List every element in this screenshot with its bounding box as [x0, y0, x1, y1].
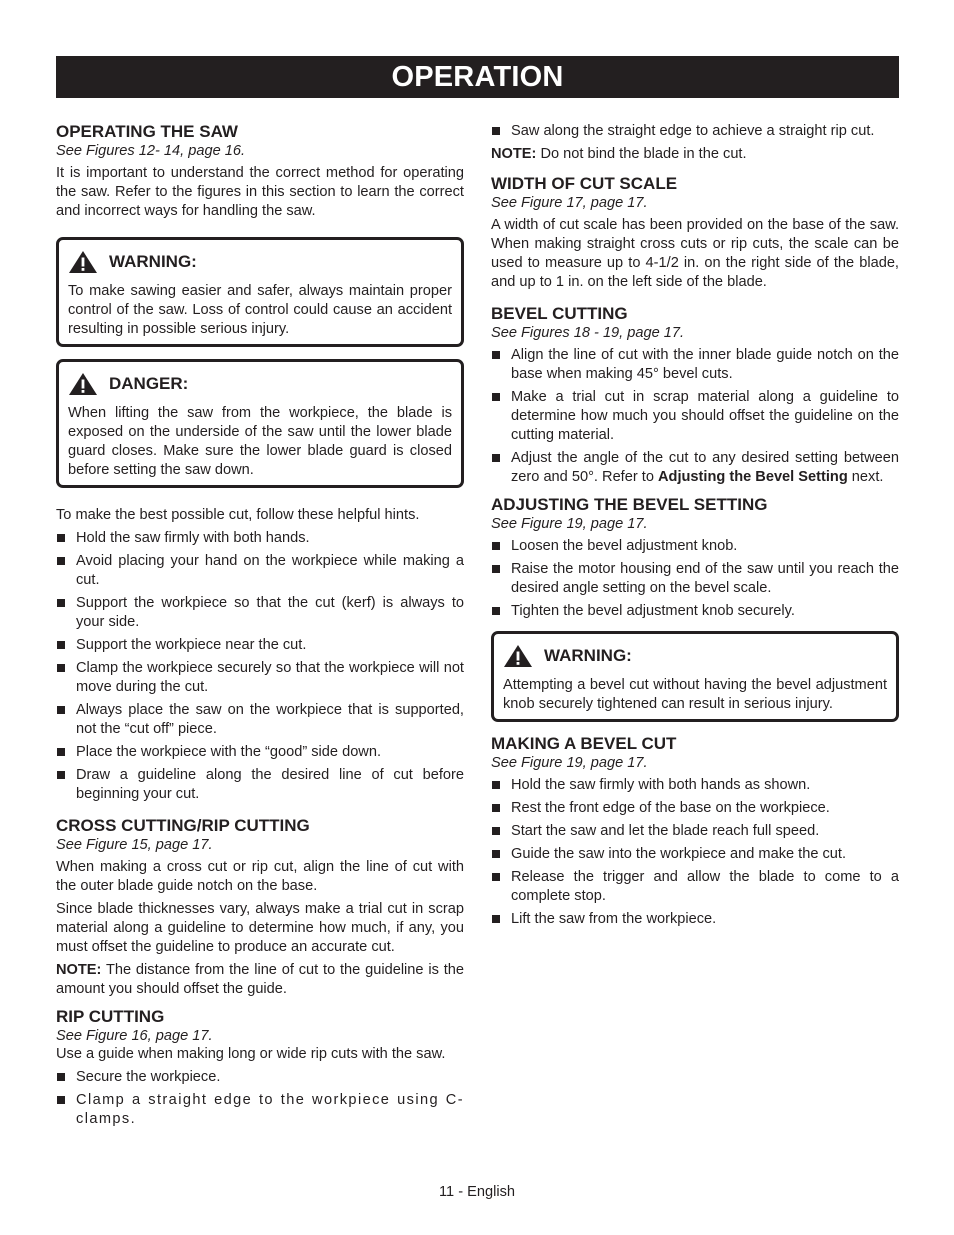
- list-item: Align the line of cut with the inner blade guide notch on the base when making 45° bevel cuts.: [491, 346, 899, 384]
- list-item: Avoid placing your hand on the workpiece while making a cut.: [56, 552, 464, 590]
- page-title-banner: OPERATION: [56, 56, 899, 98]
- note-paragraph: [56, 961, 464, 999]
- paragraph: It is important to understand the correct method for operating the saw. Refer to the figures in this section to learn the correct and incorrect ways for handling the saw.: [56, 165, 464, 219]
- list-item: Support the workpiece so that the cut (kerf) is always to your side.: [56, 594, 464, 632]
- list-item: Always place the saw on the workpiece that is supported, not the “cut off” piece.: [56, 701, 464, 739]
- list-item: [491, 449, 899, 487]
- warning-text: To make sawing easier and safer, always maintain proper control of the saw. Loss of control could cause an accident resulting in possible serious injury.: [68, 283, 452, 337]
- danger-text: When lifting the saw from the workpiece, the blade is exposed on the underside of the saw until the lower blade guard closes. Make sure the lower blade guard is closed before setting the saw down.: [68, 405, 452, 478]
- section-heading-rip-cutting: RIP CUTTING: [56, 1007, 165, 1026]
- making-list: [491, 776, 899, 929]
- list-item: Clamp the workpiece securely so that the workpiece will not move during the cut.: [56, 659, 464, 697]
- left-column: [56, 122, 464, 1133]
- figure-reference: See Figure 19, page 17.: [491, 516, 648, 532]
- warning-triangle-icon: [68, 372, 98, 396]
- rip-continued-list: [491, 122, 899, 141]
- list-item: Start the saw and let the blade reach full speed.: [491, 822, 899, 841]
- warning-header: [503, 644, 887, 668]
- section-heading-making-bevel-cut: MAKING A BEVEL CUT: [491, 734, 677, 753]
- list-item: Loosen the bevel adjustment knob.: [491, 537, 899, 556]
- list-item: Hold the saw firmly with both hands as shown.: [491, 776, 899, 795]
- note-text: Do not bind the blade in the cut.: [536, 146, 747, 162]
- list-item-text: Adjust the angle of the cut to any desired setting between zero and 50°. Refer to: [511, 450, 899, 485]
- note-paragraph: [491, 145, 899, 164]
- adjust-list: [491, 537, 899, 621]
- danger-header: [68, 372, 452, 396]
- warning-triangle-icon: [68, 250, 98, 274]
- warning-box: [491, 631, 899, 722]
- list-item: Support the workpiece near the cut.: [56, 636, 464, 655]
- list-item: Guide the saw into the workpiece and make the cut.: [491, 845, 899, 864]
- list-item: Release the trigger and allow the blade to come to a complete stop.: [491, 868, 899, 906]
- list-item: Lift the saw from the workpiece.: [491, 910, 899, 929]
- list-item: Draw a guideline along the desired line of cut before beginning your cut.: [56, 766, 464, 804]
- list-item: Place the workpiece with the “good” side down.: [56, 743, 464, 762]
- section-heading-bevel-cutting: BEVEL CUTTING: [491, 304, 628, 323]
- page-footer: 11 - English: [439, 1184, 515, 1200]
- paragraph: Use a guide when making long or wide rip cuts with the saw.: [56, 1046, 446, 1062]
- list-item: Make a trial cut in scrap material along a guideline to determine how much you should offset the guideline on the cutting material.: [491, 388, 899, 445]
- warning-title: WARNING:: [544, 646, 632, 665]
- paragraph: When making a cross cut or rip cut, align the line of cut with the outer blade guide notch on the base.: [56, 859, 464, 894]
- note-label: NOTE:: [491, 146, 537, 162]
- warning-header: [68, 250, 452, 274]
- figure-reference: See Figures 12- 14, page 16.: [56, 143, 246, 159]
- danger-box: [56, 359, 464, 488]
- danger-title: DANGER:: [109, 374, 189, 393]
- figure-reference: See Figures 18 - 19, page 17.: [491, 325, 685, 341]
- paragraph: A width of cut scale has been provided on the base of the saw. When making straight cross cuts or rip cuts, the scale can be used to measure up to 4-1/2 in. on the right side of the blade, and up to 1 in. on the left side of the blade.: [491, 217, 899, 290]
- section-heading-width-of-cut: WIDTH OF CUT SCALE: [491, 174, 678, 193]
- figure-reference: See Figure 15, page 17.: [56, 837, 213, 853]
- hints-intro: To make the best possible cut, follow these helpful hints.: [56, 507, 420, 523]
- list-item: Clamp a straight edge to the workpiece using C-clamps.: [56, 1091, 464, 1129]
- right-column: [491, 122, 899, 933]
- section-heading-cross-cutting: CROSS CUTTING/RIP CUTTING: [56, 816, 310, 835]
- warning-text: Attempting a bevel cut without having the bevel adjustment knob securely tightened can result in serious injury.: [503, 677, 887, 712]
- paragraph: Since blade thicknesses vary, always make a trial cut in scrap material along a guideline to determine how much, if any, you must offset the guideline to produce an accurate cut.: [56, 901, 464, 955]
- warning-box: [56, 237, 464, 347]
- figure-reference: See Figure 19, page 17.: [491, 755, 648, 771]
- note-text: The distance from the line of cut to the guideline is the amount you should offset the guide.: [56, 962, 464, 997]
- list-item: Saw along the straight edge to achieve a straight rip cut.: [491, 122, 899, 141]
- warning-triangle-icon: [503, 644, 533, 668]
- hints-list: [56, 529, 464, 804]
- list-item-text: next.: [847, 469, 884, 485]
- list-item: Tighten the bevel adjustment knob securely.: [491, 602, 899, 621]
- figure-reference: See Figure 16, page 17.: [56, 1028, 213, 1044]
- bevel-list: [491, 346, 899, 487]
- list-item: Secure the workpiece.: [56, 1068, 464, 1087]
- section-heading-operating: OPERATING THE SAW: [56, 122, 238, 141]
- figure-reference: See Figure 17, page 17.: [491, 195, 648, 211]
- list-item: Hold the saw firmly with both hands.: [56, 529, 464, 548]
- cross-reference-link-text: Adjusting the Bevel Setting: [658, 469, 848, 485]
- rip-list: [56, 1068, 464, 1129]
- warning-title: WARNING:: [109, 252, 197, 271]
- list-item: Raise the motor housing end of the saw until you reach the desired angle setting on the bevel scale.: [491, 560, 899, 598]
- section-heading-adjusting-bevel: ADJUSTING THE BEVEL SETTING: [491, 495, 768, 514]
- list-item: Rest the front edge of the base on the workpiece.: [491, 799, 899, 818]
- note-label: NOTE:: [56, 962, 102, 978]
